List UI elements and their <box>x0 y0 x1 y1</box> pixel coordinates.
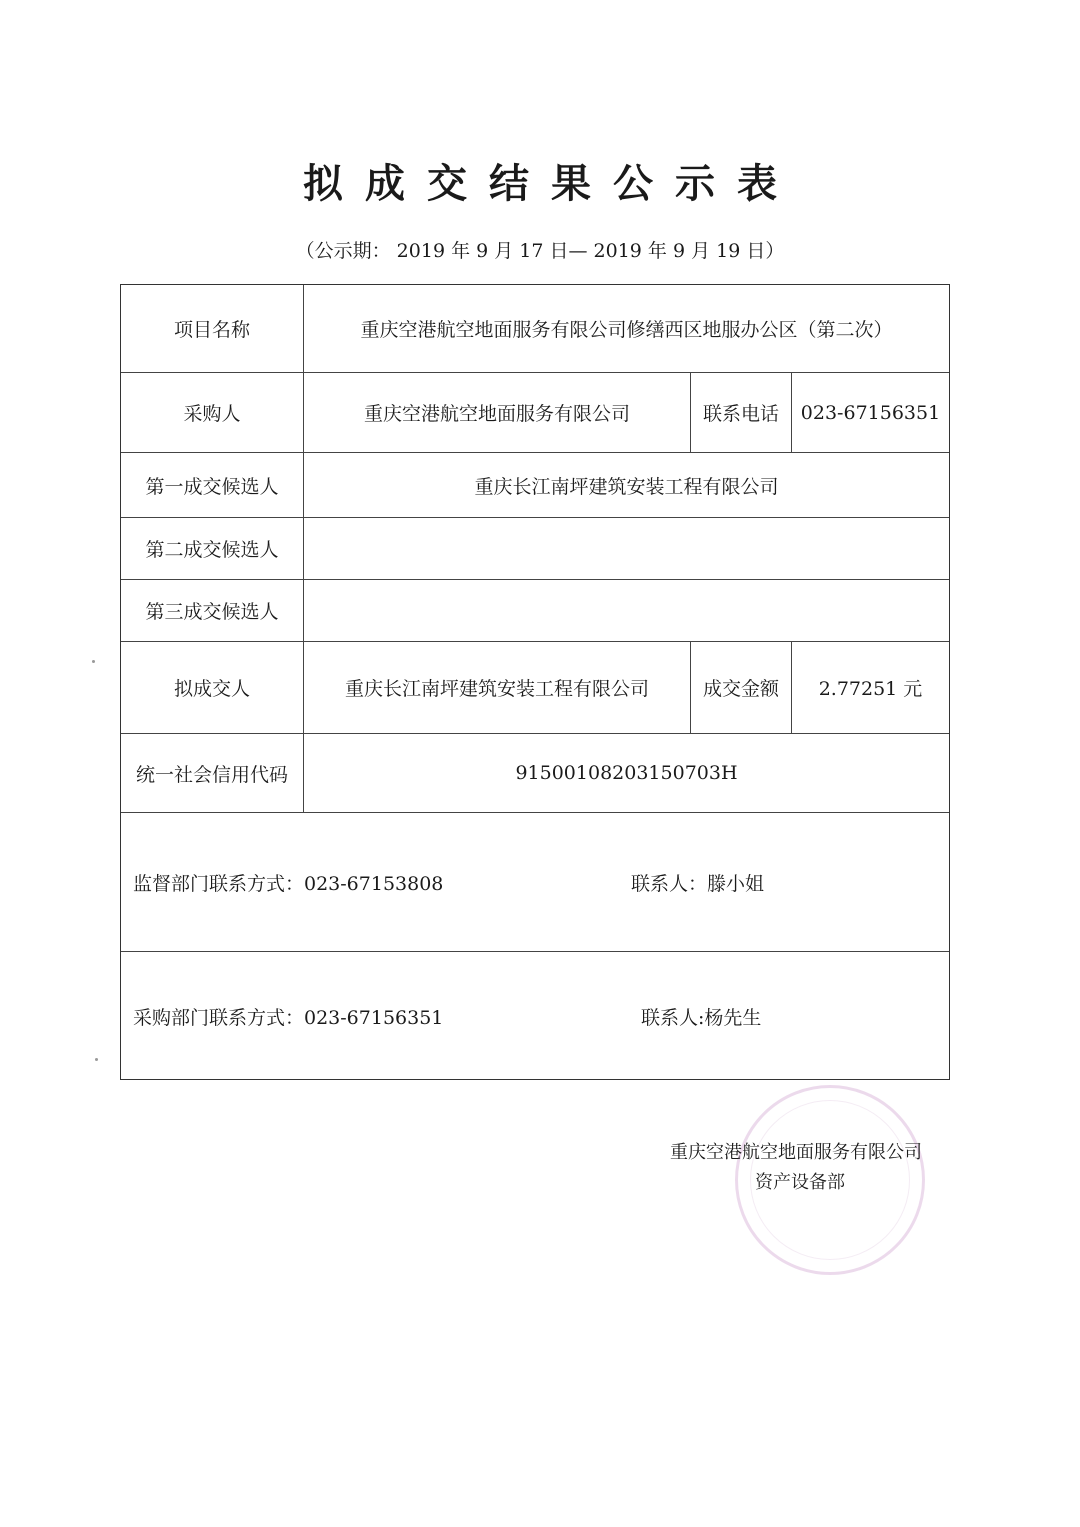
project-name-label: 项目名称 <box>173 319 250 341</box>
signoff-block <box>660 1138 960 1198</box>
winner-value: 重庆长江南坪建筑安装工程有限公司 <box>344 678 649 700</box>
first-candidate-label: 第一成交候选人 <box>145 475 279 498</box>
signoff-company: 重庆空港航空地面服务有限公司 <box>670 1142 922 1163</box>
third-candidate-label: 第三成交候选人 <box>145 601 279 623</box>
procurement-person: 联系人:杨先生 <box>641 1006 762 1029</box>
buyer-value: 重庆空港航空地面服务有限公司 <box>363 403 630 425</box>
phone-value: 023-67156351 <box>800 401 941 424</box>
procurement-contact: 采购部门联系方式：023-67156351 <box>133 1006 444 1029</box>
result-table <box>120 284 950 1080</box>
credit-code-label: 统一社会信用代码 <box>135 763 288 786</box>
scan-speck <box>95 1058 98 1061</box>
buyer-label: 采购人 <box>183 403 241 425</box>
amount-label: 成交金额 <box>702 678 779 700</box>
supervision-person: 联系人：滕小姐 <box>631 872 765 895</box>
project-name-value: 重庆空港航空地面服务有限公司修缮西区地服办公区（第二次） <box>360 319 893 341</box>
winner-label: 拟成交人 <box>173 678 250 700</box>
signoff-department: 资产设备部 <box>755 1172 845 1193</box>
second-candidate-label: 第二成交候选人 <box>145 539 279 561</box>
first-candidate-value: 重庆长江南坪建筑安装工程有限公司 <box>474 475 779 498</box>
phone-label: 联系电话 <box>702 403 779 425</box>
amount-value: 2.77251 元 <box>818 678 923 700</box>
supervision-contact: 监督部门联系方式：023-67153808 <box>133 872 444 895</box>
document-title: 拟成交结果公示表 <box>303 160 799 207</box>
scan-speck <box>92 660 95 663</box>
credit-code-value: 91500108203150703H <box>515 762 738 784</box>
publicity-period: （公示期： 2019 年 9 月 17 日— 2019 年 9 月 19 日） <box>295 240 785 262</box>
